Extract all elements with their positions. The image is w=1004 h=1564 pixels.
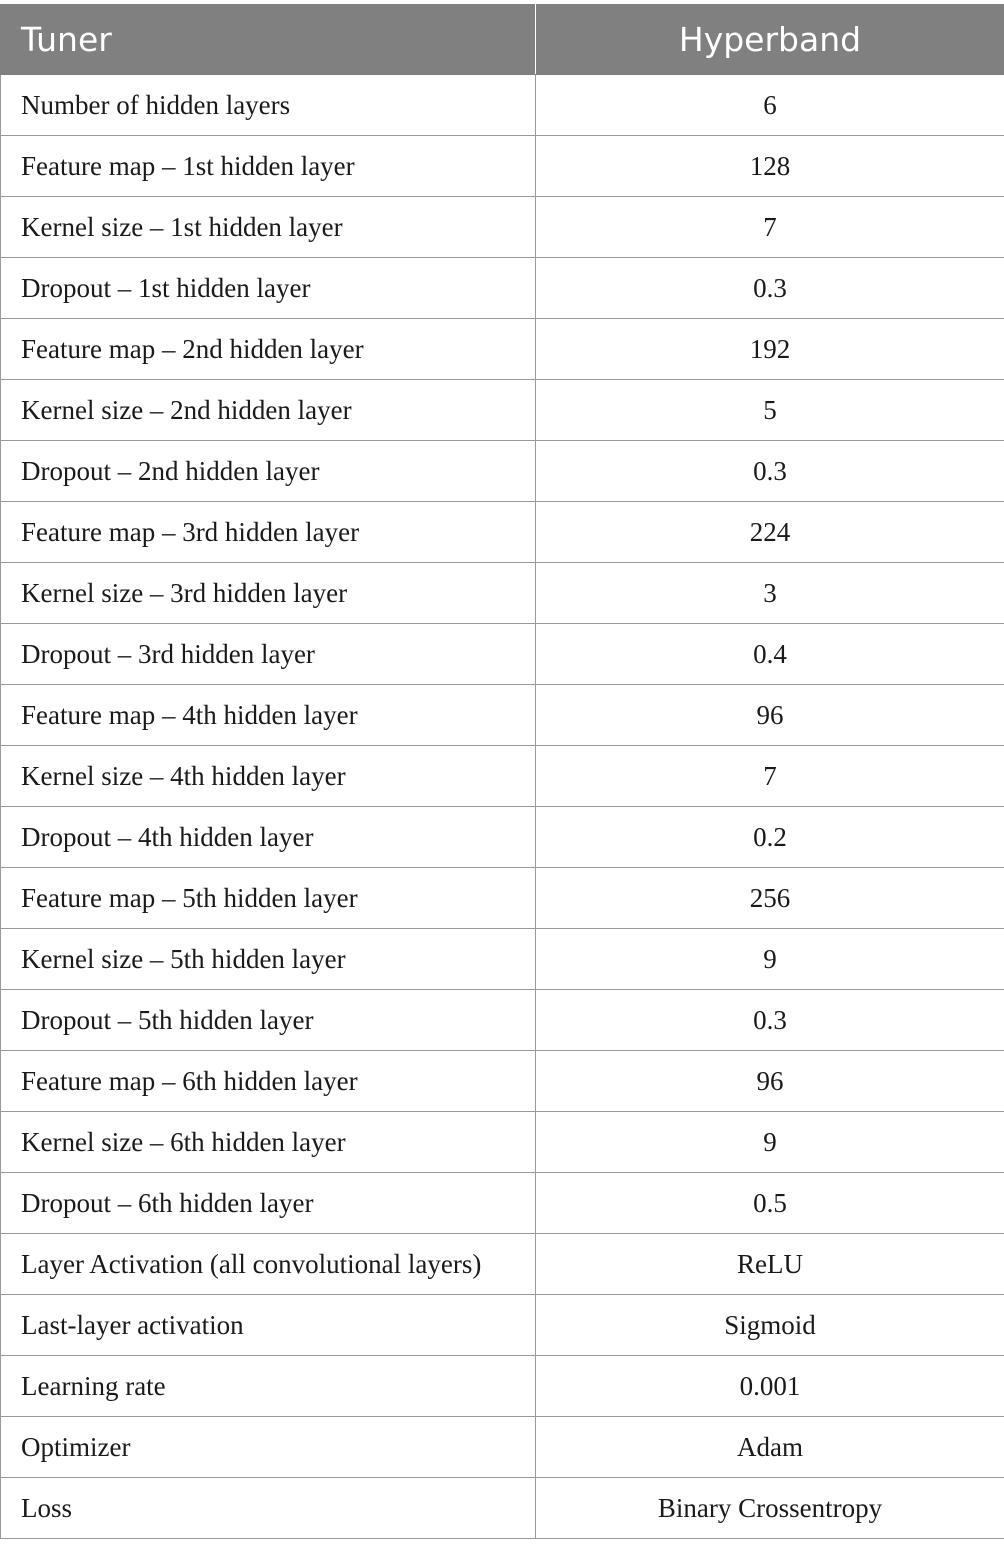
parameter-value-cell: Sigmoid <box>536 1295 1004 1356</box>
table-row <box>1 929 1004 990</box>
table-row <box>1 502 1004 563</box>
parameter-name-cell: Kernel size – 1st hidden layer <box>1 197 536 258</box>
parameter-name-cell: Dropout – 4th hidden layer <box>1 807 536 868</box>
parameter-name-cell: Dropout – 5th hidden layer <box>1 990 536 1051</box>
table-row <box>1 75 1004 136</box>
table-row <box>1 746 1004 807</box>
parameter-name-cell: Feature map – 1st hidden layer <box>1 136 536 197</box>
header-hyperband: Hyperband <box>536 5 1004 75</box>
table-row <box>1 1173 1004 1234</box>
parameter-name-cell: Kernel size – 5th hidden layer <box>1 929 536 990</box>
parameter-name-cell: Dropout – 6th hidden layer <box>1 1173 536 1234</box>
table-row <box>1 1295 1004 1356</box>
table-row <box>1 1234 1004 1295</box>
parameter-name-cell: Kernel size – 2nd hidden layer <box>1 380 536 441</box>
table-row <box>1 990 1004 1051</box>
table-row <box>1 563 1004 624</box>
table-row <box>1 1478 1004 1539</box>
parameter-name-cell: Dropout – 3rd hidden layer <box>1 624 536 685</box>
parameter-value-cell: 0.3 <box>536 258 1004 319</box>
parameter-value-cell: 9 <box>536 929 1004 990</box>
table-row <box>1 807 1004 868</box>
parameter-name-cell: Feature map – 2nd hidden layer <box>1 319 536 380</box>
parameter-value-cell: Binary Crossentropy <box>536 1478 1004 1539</box>
parameter-value-cell: 0.4 <box>536 624 1004 685</box>
parameter-value-cell: 6 <box>536 75 1004 136</box>
parameter-value-cell: 7 <box>536 746 1004 807</box>
table-row <box>1 1112 1004 1173</box>
parameter-name-cell: Number of hidden layers <box>1 75 536 136</box>
parameter-value-cell: 3 <box>536 563 1004 624</box>
table-row <box>1 1051 1004 1112</box>
parameter-name-cell: Feature map – 4th hidden layer <box>1 685 536 746</box>
parameter-value-cell: 192 <box>536 319 1004 380</box>
table-row <box>1 319 1004 380</box>
parameter-value-cell: 0.001 <box>536 1356 1004 1417</box>
header-tuner: Tuner <box>1 5 536 75</box>
table-body <box>1 75 1004 1539</box>
parameter-value-cell: 96 <box>536 685 1004 746</box>
parameter-value-cell: 5 <box>536 380 1004 441</box>
parameter-name-cell: Dropout – 2nd hidden layer <box>1 441 536 502</box>
table-row <box>1 1417 1004 1478</box>
parameter-value-cell: 256 <box>536 868 1004 929</box>
table-row <box>1 380 1004 441</box>
table-row <box>1 624 1004 685</box>
parameter-name-cell: Feature map – 6th hidden layer <box>1 1051 536 1112</box>
parameter-value-cell: Adam <box>536 1417 1004 1478</box>
parameter-name-cell: Layer Activation (all convolutional layers) <box>1 1234 536 1295</box>
parameter-name-cell: Optimizer <box>1 1417 536 1478</box>
parameter-name-cell: Feature map – 5th hidden layer <box>1 868 536 929</box>
parameter-value-cell: 9 <box>536 1112 1004 1173</box>
table-row <box>1 1356 1004 1417</box>
parameter-name-cell: Kernel size – 6th hidden layer <box>1 1112 536 1173</box>
parameter-name-cell: Last-layer activation <box>1 1295 536 1356</box>
parameter-name-cell: Learning rate <box>1 1356 536 1417</box>
table-row <box>1 868 1004 929</box>
parameter-value-cell: 0.5 <box>536 1173 1004 1234</box>
parameter-name-cell: Feature map – 3rd hidden layer <box>1 502 536 563</box>
parameter-value-cell: 0.3 <box>536 441 1004 502</box>
parameter-value-cell: 7 <box>536 197 1004 258</box>
table-row <box>1 136 1004 197</box>
parameter-name-cell: Kernel size – 4th hidden layer <box>1 746 536 807</box>
parameter-name-cell: Dropout – 1st hidden layer <box>1 258 536 319</box>
parameter-value-cell: ReLU <box>536 1234 1004 1295</box>
parameter-value-cell: 0.3 <box>536 990 1004 1051</box>
parameter-value-cell: 224 <box>536 502 1004 563</box>
table-row <box>1 197 1004 258</box>
hyperparameter-table <box>0 4 1004 1539</box>
table-header <box>1 5 1004 75</box>
table-row <box>1 441 1004 502</box>
hyperparameter-table-container <box>0 4 1004 1539</box>
table-row <box>1 685 1004 746</box>
parameter-value-cell: 0.2 <box>536 807 1004 868</box>
table-row <box>1 258 1004 319</box>
parameter-name-cell: Kernel size – 3rd hidden layer <box>1 563 536 624</box>
parameter-value-cell: 128 <box>536 136 1004 197</box>
parameter-value-cell: 96 <box>536 1051 1004 1112</box>
parameter-name-cell: Loss <box>1 1478 536 1539</box>
header-row <box>1 5 1004 75</box>
